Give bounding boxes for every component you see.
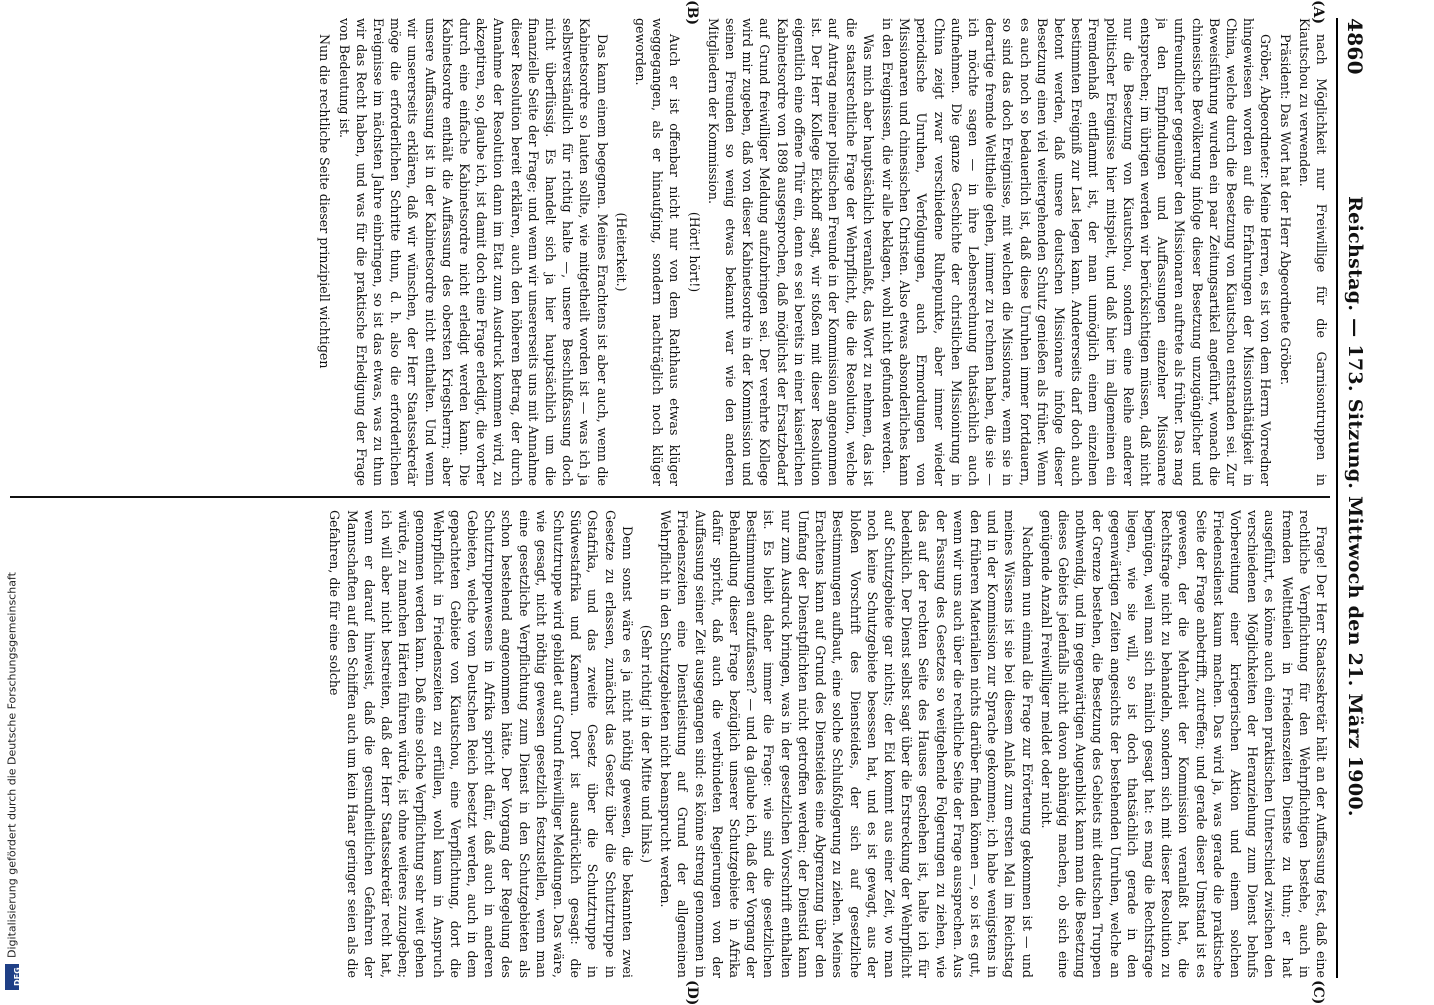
page-header [1340, 18, 1370, 978]
column-divider [10, 496, 1330, 498]
right-column [20, 510, 1330, 978]
page-number: 4860 [1343, 18, 1367, 75]
paragraph: Nun die rechtliche Seite dieser prinzipiell wichtigen [317, 34, 333, 369]
margin-marker-b: (B) [684, 0, 700, 26]
paragraph: Nachdem nun einmal die Frage zur Erörterung gekommen ist — und meines Wissens ist sie bei diesem Anlaß zum ersten Mal im Reichstag und in der Kommission zur Sprache gekommen; ich habe wenigstens in den früheren Materialien nichts darüber finden können —, so ist es gut, wenn wir uns auch über die rechtliche Seite der Frage aussprechen. Aus der Fassung des Gesetzes so weitgehende Folgerungen zu ziehen, wie das auf der rechten Seite des Hauses geschehen ist, halte ich für bedenklich. Der Dienst selbst sagt über die Erstreckung der Wehrpflicht auf Schutzgebiete gar nichts; der Eid kommt aus einer Zeit, wo man noch keine Schutzgebiete besessen hat, und es ist gewagt, aus der bloßen Vorschrift des Diensteides, der sich auf gesetzliche Bestimmungen aufbaut, eine solche Schlußfolgerung zu ziehen. Meines Erachtens kann auf Grund des Diensteides eine Abgrenzung über den Umfang der Dienstpflichten nicht getroffen werden; der Dienstid kann nur zum Ausdruck bringen, was in der gesetzlichen Vorschrift enthalten ist. Es bleibt daher immer die Frage: wie sind die gesetzlichen Bestimmungen aufzufassen? — und da glaube ich, daß der Vorgang der Behandlung dieser Frage bezüglich unserer Schutzgebiete in Afrika dafür spricht, daß auch die verbündeten Regierungen von der Auffassung seiner Zeit ausgegangen sind: es könne streng genommen in Friedenszeiten eine Dienstleistung auf Grund der allgemeinen Wehrpflicht in den Schutzgebieten nicht beansprucht werden. [658, 510, 1035, 978]
dfg-logo-icon: DFG [5, 964, 19, 990]
paragraph: Präsident: Das Wort hat der Herr Abgeordnete Gröber. [1277, 34, 1293, 386]
paragraph: Auch er ist offenbar nicht nur von dem Rathhaus etwas klüger weggegangen, als er hinaufging, sondern nachträglich noch klüger geworden. [633, 18, 683, 486]
header-rule [1336, 18, 1338, 978]
paragraph: Frage! Der Herr Staatssekretär hält an der Auffassung fest, daß eine rechtliche Verpflichtung für den Wehrpflichtigen bestehe, auch in fremden Welttheilen in Friedenszeiten Dienste zu thun; er hat ausgeführt, es könne auch einen praktischen Unterschied zwischen den verschiedenen Möglichkeiten der Heranziehung zum Dienst behufs Vorbereitung einer kriegerischen Aktion und einem solchen Friedensdienst kaum machen. Das wird ja, was gerade die praktische Seite der Frage anbetrifft, zutreffen; und gerade dieser Umstand ist es gewesen, der die Mehrheit der Kommission veranlaßt hat, die Rechtsfrage nicht zu behandeln, sondern sich mit dieser Resolution zu begnügen, weil man sich nämlich gesagt hat: es mag die Rechtsfrage liegen, wie sie will, so ist doch thatsächlich gerade in den gegenwärtigen Zeiten angesichts der bestehenden Unruhen, welche an der Grenze bestehen, die Besetzung des Gebiets mit deutschen Truppen nothwendig, und im gegenwärtigen Augenblick kann man die Besetzung dieses Gebiets jedenfalls nicht davon abhängig machen, ob sich eine genügende Anzahl Freiwilliger meldet oder nicht. [1038, 510, 1329, 978]
margin-marker-d: (D) [684, 980, 700, 1005]
session-title: Reichstag. — 173. Sitzung. Mittwoch den 21. März 1900. [1344, 196, 1366, 817]
paragraph: Was mich aber hauptsächlich veranlaßt, das Wort zu nehmen, das ist die staatsrechtliche Frage der Wehrpflicht, die die Resolution, welche auf Antrag meiner politischen Freunde in der Kommission angenommen ist. Der Herr Kollege Eickhoff sagt, wir stoßen mit dieser Resolution eigentlich eine offene Thür ein, denn es sei bereits in einer kaiserlichen Kabinetsordre von 1898 ausgesprochen, daß möglichst der Ersatzbedarf auf Grund freiwilliger Meldung aufzubringen sei. Der verehrte Kollege wird mir zugeben, daß von dieser Kabinetsordre in der Kommission und seinen Freunden so wenig etwas bekannt war wie den anderen Mitgliedern der Kommission. [705, 18, 876, 486]
paragraph: Denn sonst wäre es ja nicht nöthig gewesen, die bekannten zwei Gesetze zu erlassen, zunächst das Gesetz über die Schutztruppe in Ostafrika, und das zweite Gesetz über die Schutztruppe in Südwestafrika und Kamerun. Dort ist ausdrücklich gesagt: die Schutztruppe wird gebildet auf Grund freiwilliger Meldungen. Das wäre, wie gesagt, nicht nöthig gewesen gesetzlich festzustellen, wenn man eine gesetzliche Verpflichtung zum Dienst in den Schutzgebieten als schon bestehend angenommen hätte. Der Vorgang der Regelung des Schutztruppenwesens in Afrika spricht dafür, daß auch in anderen Gebieten, welche vom Deutschen Reich besetzt werden, auch in dem gepachteten Gebiete von Kiautschou, eine Verpflichtung, dort die Wehrpflicht in Friedenszeiten zu erfüllen, wohl kaum in Anspruch genommen werden kann. Daß eine solche Verpflichtung sehr weit gehen würde, zu manchen Härten führen würde, ist ohne weiteres zuzugeben; ich will aber nicht bestreiten, daß der Herr Staatssekretär recht hat, wenn er darauf hinweist, daß die gesundheitlichen Gefahren der Mannschaften auf den Schiffen auch um kein Haar geringer seien als die Gefahren, die für eine solche [327, 510, 635, 978]
interjection: (Heiterkeit.) [613, 212, 629, 292]
interjection: (Sehr richtig! in der Mitte und links.) [639, 624, 655, 864]
paragraph: Das kann einem begegnen. Meines Erachtens ist aber auch, wenn die Kabinetsordre so lauten sollte, wie mitgetheilt worden ist — was ich ja selbstverständlich für richtig halte —, unsere Beschlußfassung doch nicht überflüssig. Es handelt sich ja hier hauptsächlich um die finanzielle Seite der Frage; und wenn wir unsererseits uns mit Annahme dieser Resolution bereit erklären, auch den höheren Betrag, der durch Annahme der Resolution dann im Etat zum Ausdruck kommen wird, zu akzeptiren, so, glaube ich, ist damit doch eine Frage erledigt, die vorher durch eine einfache Kabinetsordre nicht erledigt werden kann. Die Kabinetsordre enthält die Auffassung des obersten Kriegsherrn; aber unsere Auffassung ist in der Kabinetsordre nicht enthalten. Und wenn wir unsererseits erklären, daß wir wünschen, der Herr Staatssekretär möge die erforderlichen Schritte thun, d. h. also die erforderlichen Ereignisse im nächsten Jahre einbringen, so ist das etwas, was zu thun wir das Recht haben, und was für die praktische Erledigung der Frage von Bedeutung ist. [336, 18, 610, 486]
margin-marker-a: (A) [1310, 0, 1326, 25]
left-column [20, 18, 1330, 486]
paragraph: nach Möglichkeit nur Freiwillige für die Garnisontruppen in Kiautschou zu verwenden. [1296, 18, 1329, 486]
margin-marker-c: (C) [1310, 980, 1326, 1005]
interjection: (Hört! hört!) [686, 211, 702, 293]
digitization-credit [4, 30, 20, 990]
paragraph: Gröber, Abgeordneter: Meine Herren, es ist von dem Herrn Vorredner hingewiesen worden auf die Erfahrungen der Missionsthätigkeit in China, welche durch die Besetzung von Kiautschou entstanden sei. Zur Beweisführung wurden ein paar Zeitungsartikel angeführt, wonach die chinesische Bevölkerung infolge dieser Besetzung unzugänglicher und unfreundlicher gegenüber den Missionaren auftrete als früher. Das mag ja den Empfindungen und Auffassungen einzelner Missionare entsprechen; im übrigen werden wir berücksichtigen müssen, daß nicht nur die Besetzung von Kiautschou, sondern eine Reihe anderer politischer Ereignisse hier mitspielt, und daß hier im allgemeinen ein Fremdenhaß entflammt ist, der man unmöglich einem einzelnen bestimmten Ereigniß zur Last legen kann. Andererseits darf doch auch betont werden, daß unsere deutschen Missionare infolge dieser Besetzung einen viel weitergehenden Schutz genießen als früher. Wenn es auch noch so bedauerlich ist, daß diese Unruhen immer fortdauern, so sind das doch Ereignisse, mit welchen die Missionare, wenn sie in derartige fremde Welttheile gehen, immer zu rechnen haben, die sie — ich möchte sagen — in ihre Lebensrechnung thatsächlich auch aufnehmen. Die ganze Geschichte der christlichen Missionirung in China zeigt zwar verschiedene Ruhepunkte, aber immer wieder periodische Unruhen, Verfolgungen, auch Ermordungen von Missionaren und chinesischen Christen. Also etwas absonderliches kann in den Ereignissen, die wir alle beklagen, wohl nicht gefunden werden. [879, 18, 1274, 486]
credit-text: Digitalisierung gefördert durch die Deutsche Forschungsgemeinschaft [5, 572, 19, 958]
